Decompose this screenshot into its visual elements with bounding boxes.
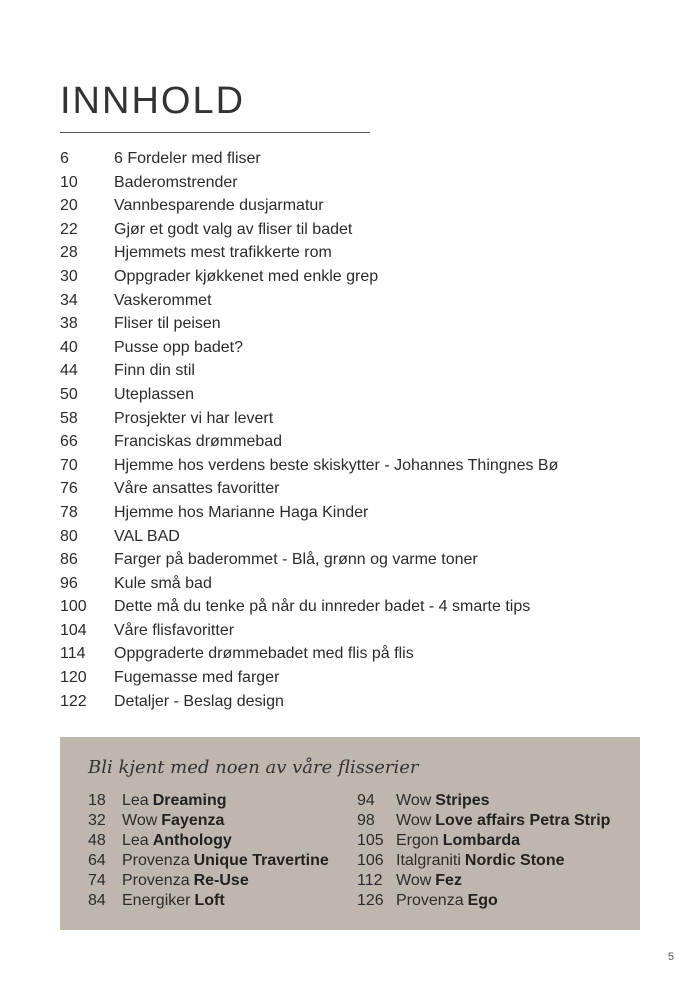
toc-title: Oppgrader kjøkkenet med enkle grep bbox=[114, 267, 379, 285]
series-entry bbox=[88, 891, 329, 911]
toc-title: Gjør et godt valg av fliser til badet bbox=[114, 220, 353, 238]
toc-title: Våre ansattes favoritter bbox=[114, 480, 280, 498]
toc-title: Farger på baderommet - Blå, grønn og varme toner bbox=[114, 551, 478, 569]
toc-entry bbox=[60, 595, 660, 619]
toc-page-number: 34 bbox=[60, 291, 78, 309]
toc-entry bbox=[60, 312, 660, 336]
toc-entry bbox=[60, 336, 660, 360]
toc-title: Detaljer - Beslag design bbox=[114, 692, 284, 710]
toc-entry bbox=[60, 642, 660, 666]
toc-title: Uteplassen bbox=[114, 385, 195, 403]
toc-title: Baderomstrender bbox=[114, 173, 238, 191]
toc-page-number: 38 bbox=[60, 315, 78, 333]
toc-page-number: 6 bbox=[60, 150, 69, 167]
series-brand: Italgraniti bbox=[396, 852, 461, 869]
series-name: Re-Use bbox=[193, 872, 249, 889]
toc-page-number: 20 bbox=[60, 197, 78, 215]
toc-page-number: 96 bbox=[60, 574, 78, 592]
toc-page-number: 70 bbox=[60, 456, 78, 474]
toc-page-number: 104 bbox=[60, 621, 87, 639]
series-page-number: 18 bbox=[88, 792, 106, 809]
toc-entry bbox=[60, 619, 660, 643]
toc-page-number: 86 bbox=[60, 551, 78, 569]
series-brand: Provenza bbox=[122, 872, 190, 889]
toc-entry bbox=[60, 572, 660, 596]
toc-page-number: 78 bbox=[60, 503, 78, 521]
series-page-number: 106 bbox=[357, 852, 384, 869]
toc-entry bbox=[60, 147, 660, 171]
toc-page-number: 114 bbox=[60, 645, 86, 663]
toc-title: VAL BAD bbox=[114, 527, 180, 545]
series-heading: Bli kjent med noen av våre flisserier bbox=[88, 757, 419, 778]
series-entry bbox=[357, 871, 610, 891]
toc-title: Finn din stil bbox=[114, 362, 195, 380]
series-entry bbox=[357, 831, 610, 851]
toc-entry bbox=[60, 359, 660, 383]
series-column-left bbox=[88, 791, 329, 911]
series-brand: Wow bbox=[122, 812, 158, 829]
toc-title: Oppgraderte drømmebadet med flis på flis bbox=[114, 645, 414, 663]
toc-title: Hjemme hos Marianne Haga Kinder bbox=[114, 503, 369, 521]
toc-title: Fugemasse med farger bbox=[114, 669, 280, 687]
series-page-number: 32 bbox=[88, 812, 106, 829]
page-number: 5 bbox=[667, 951, 674, 963]
series-brand: Ergon bbox=[396, 832, 439, 849]
toc-title: Dette må du tenke på når du innreder badet - 4 smarte tips bbox=[114, 598, 531, 616]
toc-title: Vaskerommet bbox=[114, 291, 212, 309]
series-entry bbox=[357, 811, 610, 831]
toc-entry bbox=[60, 171, 660, 195]
series-entry bbox=[357, 891, 610, 911]
series-brand: Provenza bbox=[122, 852, 190, 869]
toc-page-number: 44 bbox=[60, 362, 78, 380]
series-brand: Lea bbox=[122, 792, 149, 809]
toc-entry bbox=[60, 430, 660, 454]
series-column-right bbox=[357, 791, 610, 911]
series-brand: Provenza bbox=[396, 892, 464, 909]
series-brand: Wow bbox=[396, 792, 432, 809]
toc-page-number: 58 bbox=[60, 409, 78, 427]
series-entry bbox=[357, 851, 610, 871]
series-name: Nordic Stone bbox=[464, 852, 565, 869]
series-name: Ego bbox=[467, 892, 498, 909]
series-entry bbox=[88, 851, 329, 871]
toc-page-number: 122 bbox=[60, 692, 87, 710]
series-page-number: 74 bbox=[88, 872, 106, 889]
toc-entry bbox=[60, 548, 660, 572]
toc-page-number: 100 bbox=[60, 598, 87, 616]
toc-entry bbox=[60, 241, 660, 265]
toc-title: Hjemme hos verdens beste skiskytter - Johannes Thingnes Bø bbox=[114, 456, 559, 474]
toc-page-number: 30 bbox=[60, 267, 78, 285]
toc-title: Våre flisfavoritter bbox=[114, 621, 235, 639]
toc-title: Fliser til peisen bbox=[114, 315, 221, 333]
toc-page-number: 10 bbox=[60, 173, 78, 191]
series-name: Fayenza bbox=[161, 812, 225, 829]
series-page-number: 64 bbox=[88, 852, 106, 869]
toc-page-number: 76 bbox=[60, 480, 78, 498]
series-entry bbox=[88, 871, 329, 891]
series-page-number: 48 bbox=[88, 832, 106, 849]
series-page-number: 94 bbox=[357, 792, 375, 809]
toc-title: Vannbesparende dusjarmatur bbox=[114, 197, 324, 215]
series-box bbox=[60, 737, 640, 930]
series-entry bbox=[88, 831, 329, 851]
table-of-contents bbox=[60, 147, 660, 713]
series-brand: Energiker bbox=[122, 892, 191, 909]
series-name: Loft bbox=[194, 892, 225, 909]
series-entry bbox=[357, 791, 610, 811]
toc-entry bbox=[60, 525, 660, 549]
series-page-number: 98 bbox=[357, 812, 375, 829]
toc-entry bbox=[60, 265, 660, 289]
toc-entry bbox=[60, 383, 660, 407]
series-name: Lombarda bbox=[442, 832, 521, 849]
toc-entry bbox=[60, 194, 660, 218]
series-entry bbox=[88, 811, 329, 831]
toc-title: Pusse opp badet? bbox=[114, 338, 243, 356]
toc-entry bbox=[60, 666, 660, 690]
series-brand: Lea bbox=[122, 832, 149, 849]
toc-page-number: 22 bbox=[60, 220, 78, 238]
series-name: Anthology bbox=[152, 832, 232, 849]
toc-entry bbox=[60, 501, 660, 525]
series-name: Dreaming bbox=[152, 792, 227, 809]
series-page-number: 84 bbox=[88, 892, 106, 909]
series-name: Stripes bbox=[435, 792, 490, 809]
toc-title: 6 Fordeler med fliser bbox=[114, 150, 261, 167]
toc-entry bbox=[60, 407, 660, 431]
toc-page-number: 120 bbox=[60, 669, 87, 687]
toc-page-number: 28 bbox=[60, 244, 78, 262]
series-name: Fez bbox=[435, 872, 462, 889]
series-brand: Wow bbox=[396, 872, 432, 889]
series-name: Unique Travertine bbox=[193, 852, 329, 869]
toc-page-number: 50 bbox=[60, 385, 78, 403]
toc-page-number: 66 bbox=[60, 433, 78, 451]
series-brand: Wow bbox=[396, 812, 432, 829]
toc-page-number: 80 bbox=[60, 527, 78, 545]
toc-page-number: 40 bbox=[60, 338, 78, 356]
title-divider bbox=[60, 132, 370, 133]
toc-entry bbox=[60, 289, 660, 313]
toc-entry bbox=[60, 454, 660, 478]
toc-entry bbox=[60, 218, 660, 242]
toc-entry bbox=[60, 690, 660, 714]
page-title: INNHOLD bbox=[60, 80, 246, 122]
series-page-number: 126 bbox=[357, 892, 384, 909]
series-page-number: 105 bbox=[357, 832, 384, 849]
series-page-number: 112 bbox=[357, 872, 383, 889]
series-entry bbox=[88, 791, 329, 811]
toc-entry bbox=[60, 477, 660, 501]
toc-title: Franciskas drømmebad bbox=[114, 433, 283, 451]
toc-title: Hjemmets mest trafikkerte rom bbox=[114, 244, 332, 262]
toc-title: Prosjekter vi har levert bbox=[114, 409, 274, 427]
toc-title: Kule små bad bbox=[114, 574, 212, 592]
series-name: Love affairs Petra Strip bbox=[435, 812, 611, 829]
